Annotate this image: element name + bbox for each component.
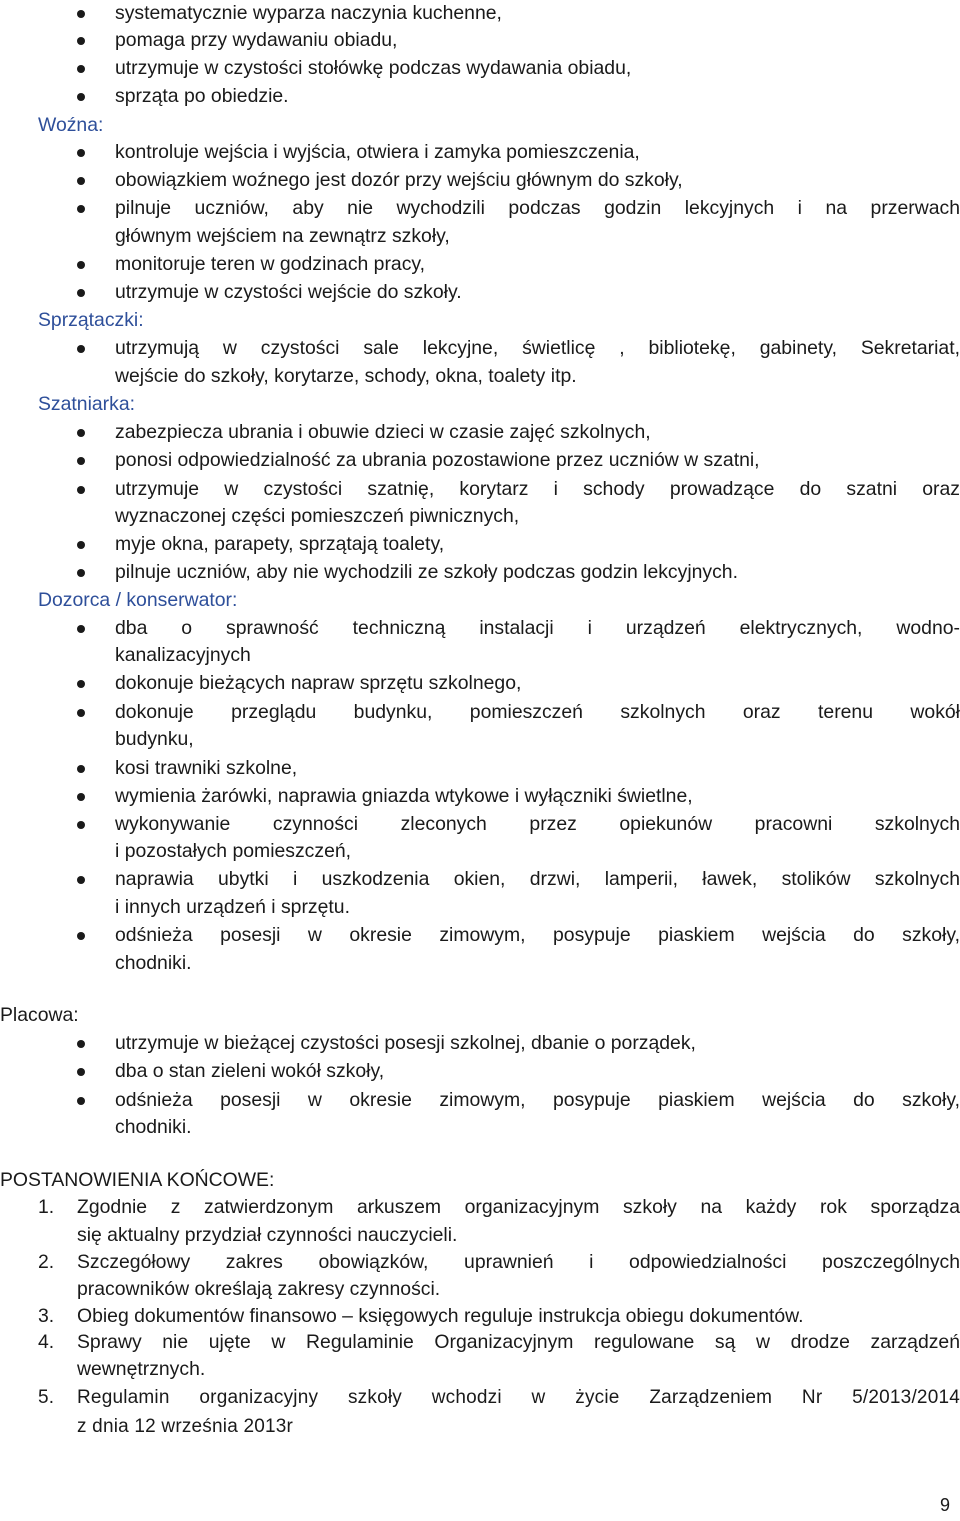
list-item: dokonuje przeglądu budynku, pomieszczeń szkolnych oraz terenu wokół [0, 699, 960, 726]
bullet-icon [77, 821, 85, 829]
numbered-item-continuation: wewnętrznych. [77, 1358, 206, 1380]
list-item: monitoruje teren w godzinach pracy, [0, 251, 960, 278]
bullet-icon [77, 205, 85, 213]
bullet-icon [77, 486, 85, 494]
list-item: naprawia ubytki i uszkodzenia okien, drzwi, lamperii, ławek, stolików szkolnych [0, 866, 960, 893]
list-item: obowiązkiem woźnego jest dozór przy wejściu głównym do szkoły, [0, 167, 960, 194]
list-item: utrzymuje w bieżącej czystości posesji szkolnej, dbanie o porządek, [0, 1030, 960, 1057]
bullet-icon [77, 625, 85, 633]
list-item-continuation: głównym wejściem na zewnątrz szkoły, [115, 225, 450, 247]
list-item: wymienia żarówki, naprawia gniazda wtykowe i wyłączniki świetlne, [0, 783, 960, 810]
list-item: dba o stan zieleni wokół szkoły, [0, 1058, 960, 1085]
list-item: dokonuje bieżących napraw sprzętu szkolnego, [0, 670, 960, 697]
bullet-icon [77, 93, 85, 101]
section-heading-szatniarka: Szatniarka: [38, 393, 136, 415]
bullet-icon [77, 541, 85, 549]
section-heading-sprzataczki: Sprzątaczki: [38, 309, 144, 331]
list-item: ponosi odpowiedzialność za ubrania pozostawione przez uczniów w szatni, [0, 447, 960, 474]
numbered-item-continuation: się aktualny przydział czynności nauczycieli. [77, 1224, 458, 1246]
bullet-icon [77, 793, 85, 801]
list-item: kontroluje wejścia i wyjścia, otwiera i zamyka pomieszczenia, [0, 139, 960, 166]
bullet-icon [77, 1068, 85, 1076]
list-item: zabezpiecza ubrania i obuwie dzieci w czasie zajęć szkolnych, [0, 419, 960, 446]
list-item: utrzymuje w czystości stołówkę podczas wydawania obiadu, [0, 55, 960, 82]
list-item: utrzymują w czystości sale lekcyjne, świetlicę , bibliotekę, gabinety, Sekretariat, [0, 335, 960, 362]
numbered-item: 2. Szczegółowy zakres obowiązków, uprawnień i odpowiedzialności poszczególnych [38, 1251, 960, 1273]
bullet-icon [77, 345, 85, 353]
list-item: utrzymuje w czystości szatnię, korytarz i schody prowadzące do szatni oraz [0, 476, 960, 503]
bullet-icon [77, 1040, 85, 1048]
bullet-icon [77, 429, 85, 437]
list-item: pilnuje uczniów, aby nie wychodzili podczas godzin lekcyjnych i na przerwach [0, 195, 960, 222]
list-item: wykonywanie czynności zleconych przez opiekunów pracowni szkolnych [0, 811, 960, 838]
bullet-icon [77, 457, 85, 465]
bullet-icon [77, 1097, 85, 1105]
bullet-icon [77, 37, 85, 45]
numbered-item-continuation: z dnia 12 września 2013r [77, 1416, 294, 1437]
list-item-continuation: wejście do szkoły, korytarze, schody, okna, toalety itp. [115, 365, 577, 387]
bullet-icon [77, 569, 85, 577]
numbered-item: 3. Obieg dokumentów finansowo – księgowych reguluje instrukcja obiegu dokumentów. [38, 1305, 804, 1327]
list-item-continuation: chodniki. [115, 1116, 192, 1138]
list-item: odśnieża posesji w okresie zimowym, posypuje piaskiem wejścia do szkoły, [0, 1087, 960, 1114]
bullet-icon [77, 680, 85, 688]
list-item-continuation: budynku, [115, 728, 194, 750]
numbered-item: 5. Regulamin organizacyjny szkoły wchodzi w życie Zarządzeniem Nr 5/2013/2014 [38, 1387, 960, 1408]
bullet-icon [77, 149, 85, 157]
list-item-continuation: i innych urządzeń i sprzętu. [115, 896, 350, 918]
bullet-icon [77, 876, 85, 884]
list-item: utrzymuje w czystości wejście do szkoły. [0, 279, 960, 306]
list-item: sprząta po obiedzie. [0, 83, 960, 110]
list-item-continuation: chodniki. [115, 952, 192, 974]
list-item: pomaga przy wydawaniu obiadu, [0, 27, 960, 54]
bullet-icon [77, 765, 85, 773]
section-heading-wozna: Woźna: [38, 114, 104, 136]
numbered-item: 4. Sprawy nie ujęte w Regulaminie Organizacyjnym regulowane są w drodze zarządzeń [38, 1331, 960, 1353]
list-item: myje okna, parapety, sprzątają toalety, [0, 531, 960, 558]
bullet-icon [77, 10, 85, 18]
list-item: systematycznie wyparza naczynia kuchenne, [0, 0, 960, 27]
section-heading-postanowienia: POSTANOWIENIA KOŃCOWE: [0, 1169, 275, 1191]
bullet-icon [77, 709, 85, 717]
list-item: dba o sprawność techniczną instalacji i urządzeń elektrycznych, wodno- [0, 615, 960, 642]
list-item: odśnieża posesji w okresie zimowym, posypuje piaskiem wejścia do szkoły, [0, 922, 960, 949]
bullet-icon [77, 289, 85, 297]
section-heading-placowa: Placowa: [0, 1004, 79, 1026]
bullet-icon [77, 65, 85, 73]
bullet-icon [77, 932, 85, 940]
list-item: kosi trawniki szkolne, [0, 755, 960, 782]
numbered-item-continuation: pracowników określają zakresy czynności. [77, 1278, 441, 1300]
bullet-icon [77, 261, 85, 269]
page-number: 9 [940, 1495, 951, 1515]
list-item-continuation: kanalizacyjnych [115, 644, 251, 666]
list-item: pilnuje uczniów, aby nie wychodzili ze szkoły podczas godzin lekcyjnych. [0, 559, 960, 586]
list-item-continuation: i pozostałych pomieszczeń, [115, 840, 352, 862]
list-item-continuation: wyznaczonej części pomieszczeń piwnicznych, [115, 505, 520, 527]
bullet-icon [77, 177, 85, 185]
section-heading-dozorca: Dozorca / konserwator: [38, 589, 238, 611]
numbered-item: 1. Zgodnie z zatwierdzonym arkuszem organizacyjnym szkoły na każdy rok sporządza [38, 1196, 960, 1218]
